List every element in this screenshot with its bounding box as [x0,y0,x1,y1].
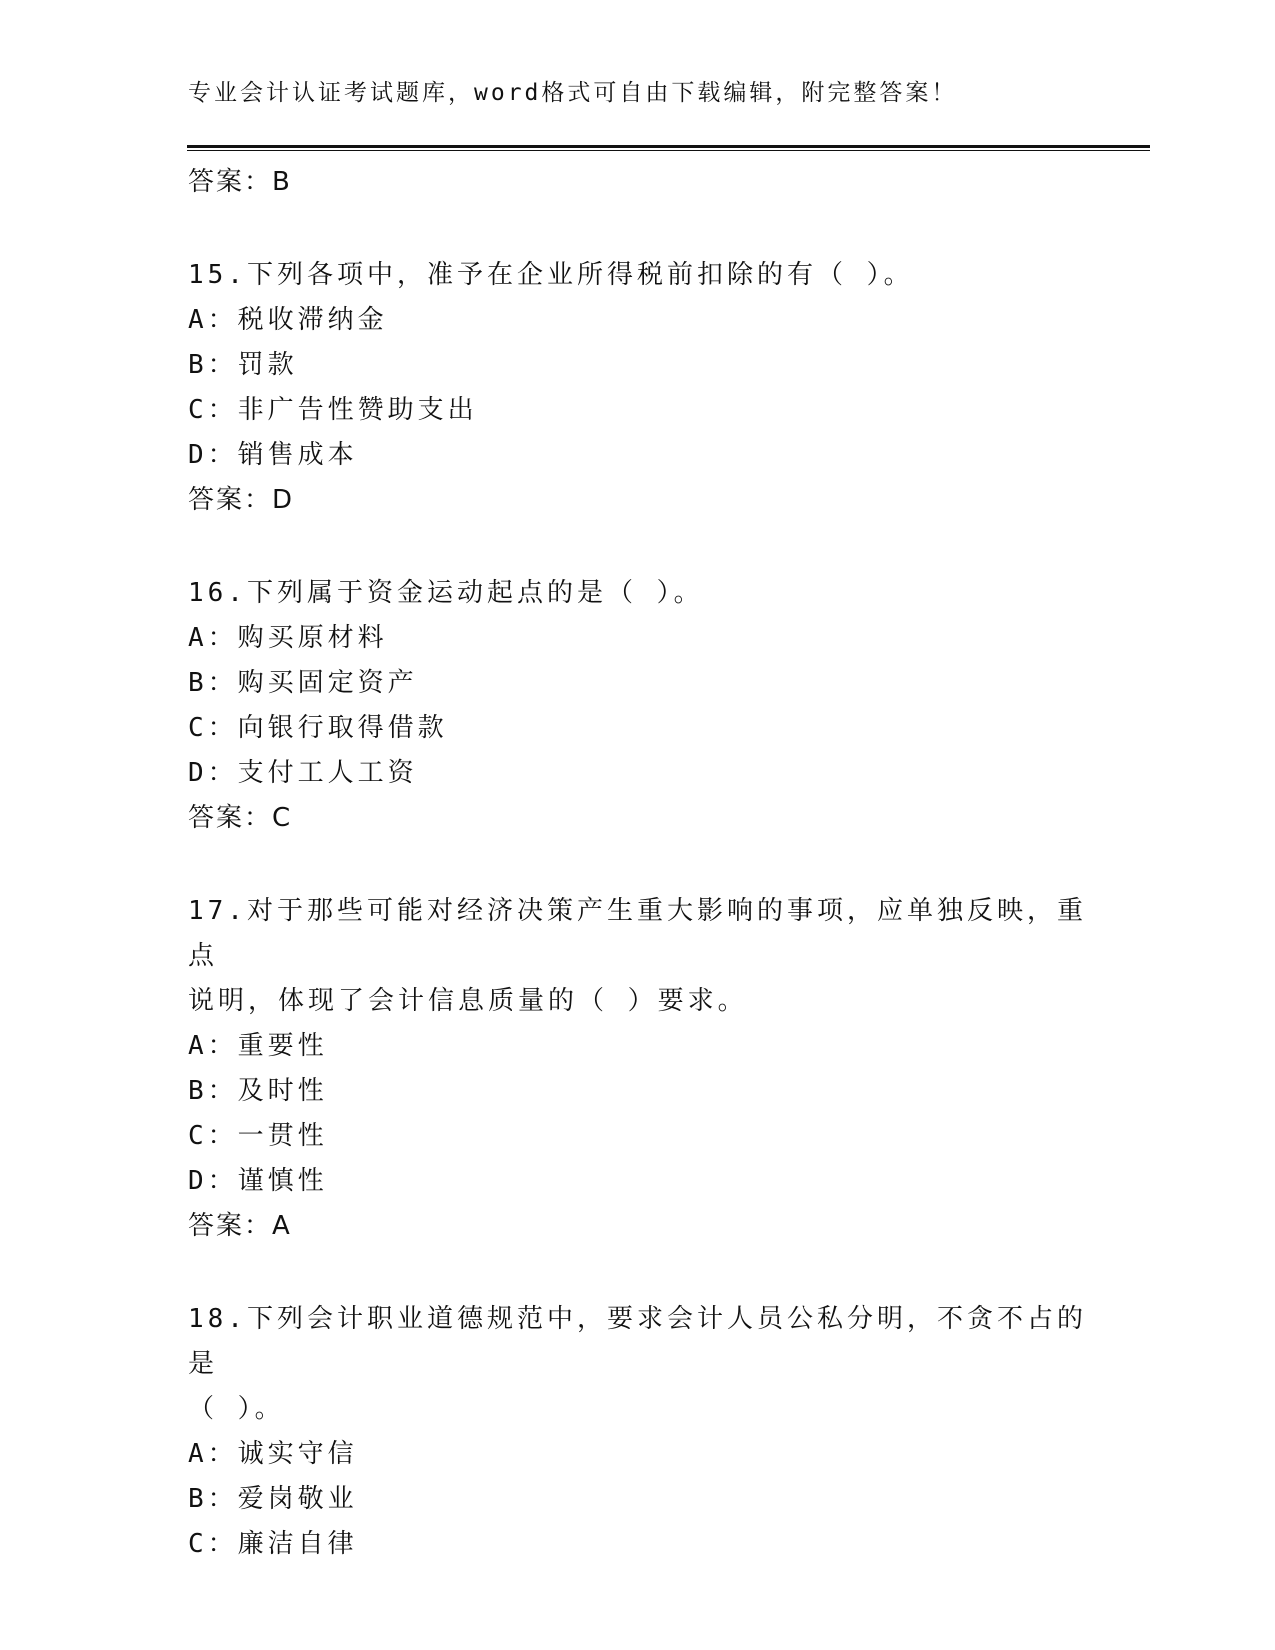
option-b: B：及时性 [188,1076,328,1106]
page-header: 专业会计认证考试题库，word格式可自由下载编辑，附完整答案！ [188,80,958,106]
option-d: D：支付工人工资 [188,758,418,788]
question-15 [188,253,1088,523]
answer: 答案：C [188,803,293,833]
answer: 答案：A [188,1211,292,1241]
question-17 [188,889,1088,1249]
header-rule-thick [187,145,1150,148]
stem-line: 18.下列会计职业道德规范中，要求会计人员公私分明，不贪不占的是 [188,1304,1087,1379]
option-c: C：非广告性赞助支出 [188,395,478,425]
option-b: B：爱岗敬业 [188,1484,358,1514]
option-a: A：税收滞纳金 [188,305,388,335]
option-d: D：谨慎性 [188,1166,328,1196]
answer-q14: 答案：B [188,167,292,197]
answer: 答案：D [188,485,295,515]
stem-line: 17.对于那些可能对经济决策产生重大影响的事项，应单独反映，重点 [188,896,1087,971]
option-a: A：重要性 [188,1031,328,1061]
stem-line: 15.下列各项中，准予在企业所得税前扣除的有（ ）。 [188,260,914,290]
option-a: A：购买原材料 [188,623,388,653]
option-c: C：一贯性 [188,1121,328,1151]
option-c: C：向银行取得借款 [188,713,448,743]
question-16 [188,571,1088,841]
question-stem [188,1297,1088,1432]
stem-line: （ ）。 [188,1394,285,1424]
question-stem [188,889,1088,1024]
question-list [188,160,1088,1567]
option-c: C：廉洁自律 [188,1529,358,1559]
option-b: B：罚款 [188,350,298,380]
option-a: A：诚实守信 [188,1439,358,1469]
header-rule-thin [187,150,1150,151]
question-stem [188,253,1088,298]
option-b: B：购买固定资产 [188,668,418,698]
option-d: D：销售成本 [188,440,358,470]
stem-line: 说明，体现了会计信息质量的（ ）要求。 [188,986,748,1016]
stem-line: 16.下列属于资金运动起点的是（ ）。 [188,578,704,608]
question-18 [188,1297,1088,1567]
question-stem [188,571,1088,616]
